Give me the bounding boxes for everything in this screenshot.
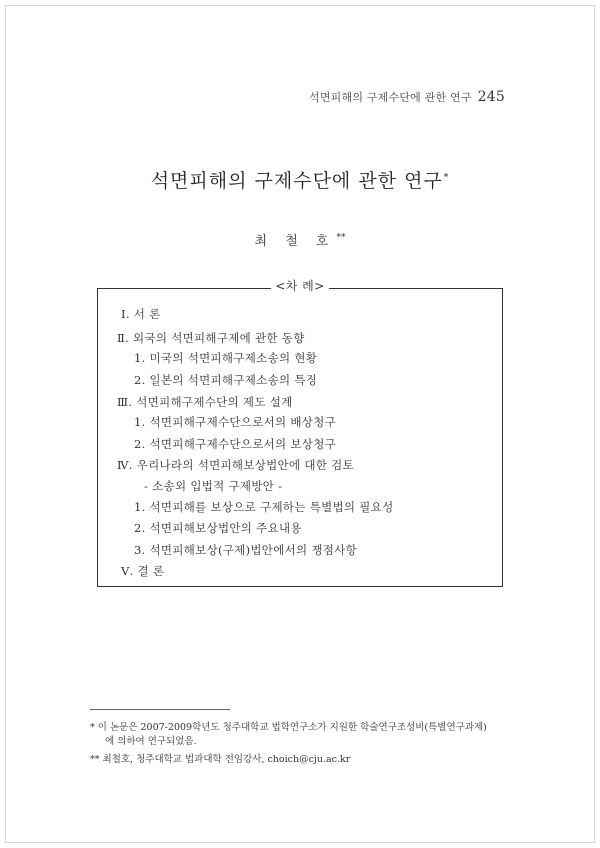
paper-title bbox=[0, 166, 600, 193]
toc-item: - 소송외 입법적 구제방안 - bbox=[144, 479, 283, 493]
toc-item: Ⅲ. 석면피해구제수단의 제도 설계 bbox=[117, 395, 293, 409]
author bbox=[0, 230, 600, 249]
toc-heading bbox=[0, 277, 600, 294]
toc-item: Ⅳ. 우리나라의 석면피해보상법안에 대한 검토 bbox=[117, 458, 354, 472]
footnote-1-continued: 에 의하여 연구되었음. bbox=[105, 736, 197, 747]
toc-item: 1. 미국의 석면피해구제소송의 현황 bbox=[134, 351, 318, 365]
toc-heading-text: <차 례> bbox=[271, 279, 329, 293]
toc-item: Ⅴ. 결 론 bbox=[121, 564, 165, 578]
author-footnote-mark: ** bbox=[336, 232, 346, 243]
footnote-1: * 이 논문은 2007-2009학년도 청주대학교 법학연구소가 지원한 학술연구조성비(특별연구과제) bbox=[90, 722, 487, 733]
title-footnote-mark: * bbox=[443, 172, 450, 183]
running-head bbox=[309, 89, 505, 105]
toc-item: 2. 일본의 석면피해구제소송의 특징 bbox=[134, 373, 318, 387]
toc-item: 1. 석면피해구제수단으로서의 배상청구 bbox=[134, 415, 337, 429]
paper-title-text: 석면피해의 구제수단에 관한 연구 bbox=[150, 170, 443, 192]
toc-item: 2. 석면피해보상법안의 주요내용 bbox=[134, 521, 302, 535]
toc-item: Ⅰ. 서 론 bbox=[121, 307, 161, 321]
toc-item: 3. 석면피해보상(구제)법안에서의 쟁점사항 bbox=[134, 543, 358, 557]
author-name: 최 철 호 bbox=[254, 234, 336, 249]
footnote-2: ** 최철호, 청주대학교 법과대학 전임강사, choich@cju.ac.kr bbox=[90, 754, 351, 765]
page-number: 245 bbox=[477, 89, 505, 105]
running-head-title: 석면피해의 구제수단에 관한 연구 bbox=[309, 91, 472, 104]
footnote-divider bbox=[90, 709, 230, 710]
toc-item: 2. 석면피해구제수단으로서의 보상청구 bbox=[134, 437, 337, 451]
toc-item: 1. 석면피해를 보상으로 구제하는 특별법의 필요성 bbox=[134, 500, 394, 514]
toc-item: Ⅱ. 외국의 석면피해구제에 관한 동향 bbox=[117, 331, 305, 345]
